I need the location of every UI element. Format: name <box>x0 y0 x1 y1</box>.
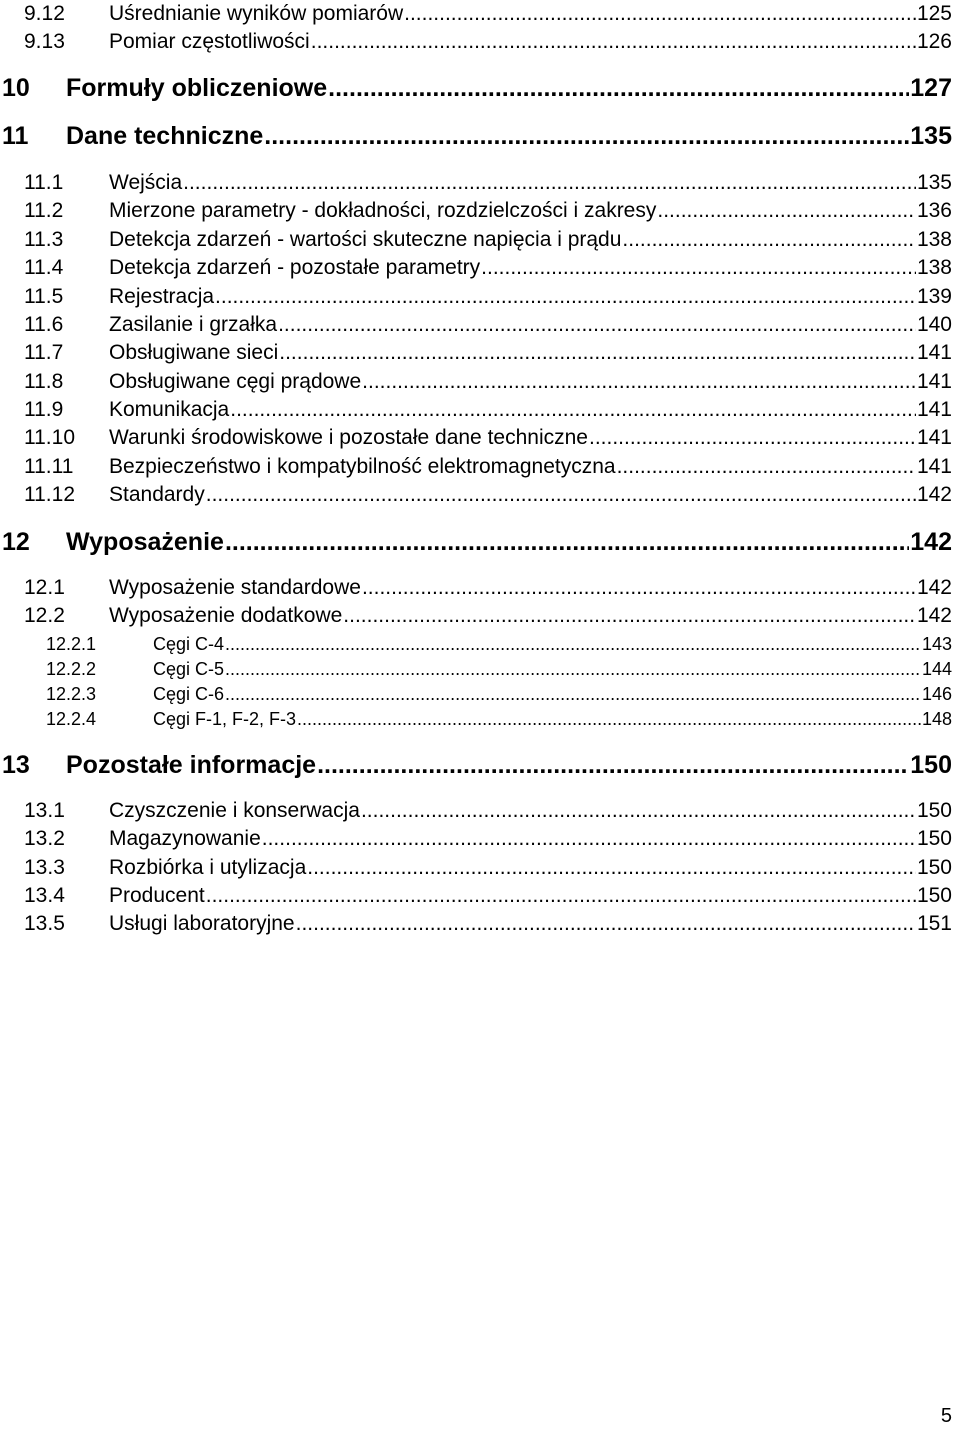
toc-subentry-title: Cęgi C-4 <box>153 634 225 654</box>
toc-subentry-number: 12.2.4 <box>46 709 97 729</box>
toc-entry[interactable] <box>0 453 952 480</box>
toc-entry[interactable] <box>0 882 952 909</box>
toc-dot-leader <box>657 197 916 224</box>
toc-entry[interactable] <box>0 226 952 253</box>
toc-chapter-title: Wyposażenie <box>66 528 224 556</box>
toc-subentry[interactable] <box>0 682 952 706</box>
toc-entry-title: Producent <box>109 884 205 907</box>
toc-entry-page: 142 <box>916 483 952 506</box>
toc-entry[interactable] <box>0 339 952 366</box>
toc-entry[interactable] <box>0 28 952 55</box>
toc-subentry-page: 143 <box>921 634 952 654</box>
toc-entry-page: 136 <box>916 199 952 222</box>
toc-dot-leader <box>183 169 916 196</box>
toc-entry[interactable] <box>0 825 952 852</box>
toc-entry-title: Mierzone parametry - dokładności, rozdzielczości i zakresy <box>109 199 657 222</box>
toc-chapter-entry[interactable] <box>0 72 952 104</box>
toc-subentry[interactable] <box>0 632 952 656</box>
toc-entry-page: 138 <box>916 228 952 251</box>
toc-chapter-title: Pozostałe informacje <box>66 751 317 779</box>
toc-entry-number: 11.6 <box>24 313 64 336</box>
toc-chapter-entry[interactable] <box>0 526 952 558</box>
toc-chapter-entry[interactable] <box>0 120 952 152</box>
toc-entry-number: 11.5 <box>24 285 64 308</box>
toc-entry[interactable] <box>0 197 952 224</box>
toc-entry-number: 11.2 <box>24 199 64 222</box>
toc-entry[interactable] <box>0 169 952 196</box>
toc-chapter-number: 11 <box>2 122 29 150</box>
toc-dot-leader <box>262 825 916 852</box>
toc-dot-leader <box>297 707 921 731</box>
toc-entry-number: 13.3 <box>24 856 65 879</box>
toc-entry-number: 12.2 <box>24 604 65 627</box>
toc-entry-title: Komunikacja <box>109 398 230 421</box>
toc-entry[interactable] <box>0 311 952 338</box>
toc-entry[interactable] <box>0 481 952 508</box>
toc-entry-number: 9.12 <box>24 2 65 25</box>
toc-dot-leader <box>206 481 916 508</box>
toc-entry-title: Warunki środowiskowe i pozostałe dane techniczne <box>109 426 588 449</box>
toc-dot-leader <box>328 72 909 104</box>
toc-entry-number: 11.1 <box>24 171 64 194</box>
toc-entry-page: 150 <box>916 856 952 879</box>
toc-chapter-page: 127 <box>910 74 952 102</box>
toc-dot-leader <box>404 0 916 27</box>
toc-entry-title: Standardy <box>109 483 205 506</box>
toc-entry[interactable] <box>0 797 952 824</box>
toc-chapter-title: Formuły obliczeniowe <box>66 74 328 102</box>
toc-subentry-page: 144 <box>921 659 952 679</box>
toc-entry-title: Rozbiórka i utylizacja <box>109 856 307 879</box>
toc-entry[interactable] <box>0 854 952 881</box>
toc-entry-title: Wejścia <box>109 171 183 194</box>
toc-entry-page: 125 <box>916 2 952 25</box>
toc-chapter-page: 150 <box>910 751 952 779</box>
toc-entry-page: 140 <box>916 313 952 336</box>
toc-dot-leader <box>617 453 916 480</box>
toc-dot-leader <box>225 657 921 681</box>
toc-dot-leader <box>362 574 916 601</box>
toc-subentry-number: 12.2.1 <box>46 634 97 654</box>
toc-entry-page: 151 <box>916 912 952 935</box>
toc-chapter-number: 12 <box>2 528 30 556</box>
toc-dot-leader <box>278 311 916 338</box>
toc-entry-title: Bezpieczeństwo i kompatybilność elektromagnetyczna <box>109 455 616 478</box>
toc-entry-title: Zasilanie i grzałka <box>109 313 278 336</box>
toc-entry-number: 11.11 <box>24 455 74 478</box>
toc-entry[interactable] <box>0 602 952 629</box>
toc-dot-leader <box>225 526 909 558</box>
toc-entry[interactable] <box>0 574 952 601</box>
toc-subentry[interactable] <box>0 657 952 681</box>
toc-entry-page: 150 <box>916 827 952 850</box>
toc-subentry-page: 148 <box>921 709 952 729</box>
toc-entry-title: Magazynowanie <box>109 827 261 850</box>
toc-entry-page: 150 <box>916 884 952 907</box>
toc-dot-leader <box>317 749 909 781</box>
toc-entry-number: 11.12 <box>24 483 75 506</box>
toc-dot-leader <box>225 682 921 706</box>
toc-entry-number: 13.4 <box>24 884 65 907</box>
toc-entry-title: Pomiar częstotliwości <box>109 30 310 53</box>
toc-entry-number: 13.2 <box>24 827 65 850</box>
toc-chapter-number: 10 <box>2 74 30 102</box>
toc-entry-page: 141 <box>916 426 952 449</box>
toc-entry-page: 141 <box>916 341 952 364</box>
toc-dot-leader <box>362 368 916 395</box>
toc-entry-number: 11.10 <box>24 426 75 449</box>
toc-entry-number: 11.9 <box>24 398 64 421</box>
toc-entry[interactable] <box>0 283 952 310</box>
toc-entry-page: 139 <box>916 285 952 308</box>
toc-chapter-entry[interactable] <box>0 749 952 781</box>
toc-dot-leader <box>206 882 916 909</box>
toc-entry-page: 141 <box>916 370 952 393</box>
toc-subentry-number: 12.2.3 <box>46 684 97 704</box>
toc-entry-number: 12.1 <box>24 576 65 599</box>
toc-entry-page: 142 <box>916 604 952 627</box>
toc-entry-page: 150 <box>916 799 952 822</box>
toc-entry-page: 141 <box>916 398 952 421</box>
toc-entry-number: 11.7 <box>24 341 64 364</box>
toc-entry-title: Czyszczenie i konserwacja <box>109 799 360 822</box>
toc-dot-leader <box>279 339 916 366</box>
toc-entry-title: Uśrednianie wyników pomiarów <box>109 2 404 25</box>
toc-dot-leader <box>264 120 909 152</box>
toc-entry-title: Detekcja zdarzeń - pozostałe parametry <box>109 256 481 279</box>
toc-dot-leader <box>343 602 916 629</box>
toc-entry-page: 141 <box>916 455 952 478</box>
toc-entry-number: 13.1 <box>24 799 65 822</box>
toc-entry-number: 11.8 <box>24 370 64 393</box>
toc-dot-leader <box>225 632 921 656</box>
toc-subentry-page: 146 <box>921 684 952 704</box>
toc-entry-number: 11.4 <box>24 256 64 279</box>
toc-entry[interactable] <box>0 910 952 937</box>
toc-dot-leader <box>296 910 916 937</box>
toc-entry[interactable] <box>0 0 952 27</box>
toc-entry-title: Usługi laboratoryjne <box>109 912 295 935</box>
toc-entry[interactable] <box>0 424 952 451</box>
toc-chapter-page: 135 <box>910 122 952 150</box>
toc-dot-leader <box>361 797 916 824</box>
toc-entry-page: 126 <box>916 30 952 53</box>
toc-entry-page: 135 <box>916 171 952 194</box>
toc-entry-number: 9.13 <box>24 30 65 53</box>
toc-entry-number: 11.3 <box>24 228 64 251</box>
toc-entry-title: Detekcja zdarzeń - wartości skuteczne napięcia i prądu <box>109 228 622 251</box>
toc-subentry-title: Cęgi C-5 <box>153 659 225 679</box>
toc-subentry[interactable] <box>0 707 952 731</box>
toc-entry-number: 13.5 <box>24 912 65 935</box>
toc-dot-leader <box>589 424 916 451</box>
toc-dot-leader <box>230 396 916 423</box>
toc-chapter-page: 142 <box>910 528 952 556</box>
toc-subentry-title: Cęgi F-1, F-2, F-3 <box>153 709 297 729</box>
toc-entry-title: Obsługiwane cęgi prądowe <box>109 370 362 393</box>
toc-subentry-title: Cęgi C-6 <box>153 684 225 704</box>
page-number: 5 <box>940 1405 952 1427</box>
toc-entry-title: Wyposażenie standardowe <box>109 576 361 599</box>
toc-entry-title: Rejestracja <box>109 285 215 308</box>
toc-dot-leader <box>215 283 916 310</box>
toc-chapter-number: 13 <box>2 751 30 779</box>
toc-subentry-number: 12.2.2 <box>46 659 97 679</box>
toc-entry-page: 138 <box>916 256 952 279</box>
toc-entry-title: Obsługiwane sieci <box>109 341 279 364</box>
toc-dot-leader <box>311 28 916 55</box>
toc-chapter-title: Dane techniczne <box>66 122 264 150</box>
toc-entry[interactable] <box>0 396 952 423</box>
toc-entry[interactable] <box>0 254 952 281</box>
toc-entry-page: 142 <box>916 576 952 599</box>
toc-dot-leader <box>481 254 916 281</box>
toc-entry-title: Wyposażenie dodatkowe <box>109 604 343 627</box>
toc-dot-leader <box>622 226 916 253</box>
toc-dot-leader <box>307 854 916 881</box>
toc-entry[interactable] <box>0 368 952 395</box>
